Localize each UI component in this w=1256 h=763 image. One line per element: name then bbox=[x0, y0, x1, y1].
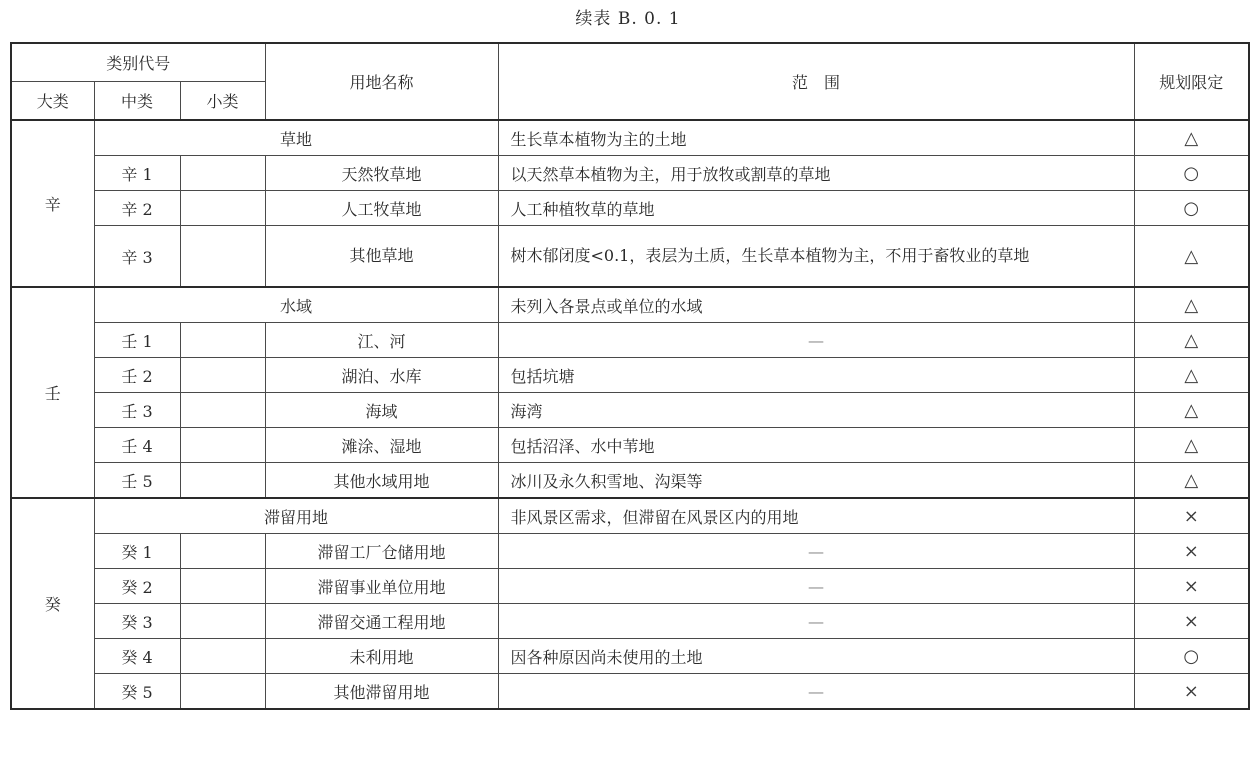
planning-limit-mark: △ bbox=[1134, 323, 1249, 358]
minor-category-code bbox=[180, 323, 265, 358]
table-row bbox=[11, 191, 1249, 226]
planning-limit-mark: ○ bbox=[1134, 191, 1249, 226]
header-major: 大类 bbox=[11, 82, 94, 121]
medium-category-code: 癸 2 bbox=[94, 569, 180, 604]
table-row bbox=[11, 428, 1249, 463]
header-minor: 小类 bbox=[180, 82, 265, 121]
land-use-classification-table bbox=[10, 42, 1250, 710]
minor-category-code bbox=[180, 569, 265, 604]
planning-limit-mark: △ bbox=[1134, 358, 1249, 393]
land-use-name: 湖泊、水库 bbox=[265, 358, 498, 393]
header-medium: 中类 bbox=[94, 82, 180, 121]
group-scope: 非风景区需求，但滞留在风景区内的用地 bbox=[498, 498, 1134, 534]
land-use-name: 滞留工厂仓储用地 bbox=[265, 534, 498, 569]
minor-category-code bbox=[180, 156, 265, 191]
header-scope: 范 围 bbox=[498, 43, 1134, 120]
land-use-name: 天然牧草地 bbox=[265, 156, 498, 191]
medium-category-code: 辛 1 bbox=[94, 156, 180, 191]
land-use-name: 其他水域用地 bbox=[265, 463, 498, 499]
medium-category-code: 癸 4 bbox=[94, 639, 180, 674]
major-category-code: 癸 bbox=[11, 498, 94, 709]
group-header-row bbox=[11, 287, 1249, 323]
planning-limit-mark: × bbox=[1134, 569, 1249, 604]
land-use-name: 江、河 bbox=[265, 323, 498, 358]
land-use-scope: 人工种植牧草的草地 bbox=[498, 191, 1134, 226]
group-scope: 生长草本植物为主的土地 bbox=[498, 120, 1134, 156]
land-use-scope: 因各种原因尚未使用的土地 bbox=[498, 639, 1134, 674]
planning-limit-mark: △ bbox=[1134, 287, 1249, 323]
land-use-scope: — bbox=[498, 323, 1134, 358]
planning-limit-mark: △ bbox=[1134, 428, 1249, 463]
land-use-scope: 树木郁闭度<0.1，表层为土质，生长草本植物为主，不用于畜牧业的草地 bbox=[498, 226, 1134, 288]
medium-category-code: 癸 3 bbox=[94, 604, 180, 639]
medium-category-code: 癸 1 bbox=[94, 534, 180, 569]
medium-category-code: 壬 5 bbox=[94, 463, 180, 499]
land-use-name: 人工牧草地 bbox=[265, 191, 498, 226]
planning-limit-mark: △ bbox=[1134, 226, 1249, 288]
minor-category-code bbox=[180, 463, 265, 499]
planning-limit-mark: ○ bbox=[1134, 639, 1249, 674]
major-category-code: 壬 bbox=[11, 287, 94, 498]
land-use-scope: 包括坑塘 bbox=[498, 358, 1134, 393]
minor-category-code bbox=[180, 191, 265, 226]
land-use-scope: — bbox=[498, 674, 1134, 710]
planning-limit-mark: × bbox=[1134, 674, 1249, 710]
table-body bbox=[11, 43, 1249, 709]
land-use-scope: 海湾 bbox=[498, 393, 1134, 428]
planning-limit-mark: ○ bbox=[1134, 156, 1249, 191]
minor-category-code bbox=[180, 393, 265, 428]
table-row bbox=[11, 534, 1249, 569]
medium-category-code: 壬 2 bbox=[94, 358, 180, 393]
land-use-name: 海域 bbox=[265, 393, 498, 428]
major-category-code: 辛 bbox=[11, 120, 94, 287]
planning-limit-mark: × bbox=[1134, 604, 1249, 639]
table-row bbox=[11, 463, 1249, 499]
header-planning-limit: 规划限定 bbox=[1134, 43, 1249, 120]
header-row-1 bbox=[11, 43, 1249, 82]
land-use-name: 未利用地 bbox=[265, 639, 498, 674]
land-use-name: 滞留交通工程用地 bbox=[265, 604, 498, 639]
table-row bbox=[11, 674, 1249, 710]
table-row bbox=[11, 569, 1249, 604]
group-scope: 未列入各景点或单位的水域 bbox=[498, 287, 1134, 323]
minor-category-code bbox=[180, 358, 265, 393]
table-row bbox=[11, 358, 1249, 393]
group-land-name: 草地 bbox=[94, 120, 498, 156]
planning-limit-mark: △ bbox=[1134, 393, 1249, 428]
minor-category-code bbox=[180, 639, 265, 674]
planning-limit-mark: △ bbox=[1134, 463, 1249, 499]
table-row bbox=[11, 639, 1249, 674]
medium-category-code: 壬 4 bbox=[94, 428, 180, 463]
planning-limit-mark: △ bbox=[1134, 120, 1249, 156]
group-header-row bbox=[11, 498, 1249, 534]
medium-category-code: 壬 1 bbox=[94, 323, 180, 358]
medium-category-code: 壬 3 bbox=[94, 393, 180, 428]
table-row bbox=[11, 323, 1249, 358]
group-land-name: 滞留用地 bbox=[94, 498, 498, 534]
minor-category-code bbox=[180, 428, 265, 463]
table-row bbox=[11, 156, 1249, 191]
table-row bbox=[11, 393, 1249, 428]
minor-category-code bbox=[180, 674, 265, 710]
group-header-row bbox=[11, 120, 1249, 156]
land-use-scope: 以天然草本植物为主，用于放牧或割草的草地 bbox=[498, 156, 1134, 191]
land-use-name: 其他滞留用地 bbox=[265, 674, 498, 710]
planning-limit-mark: × bbox=[1134, 498, 1249, 534]
land-use-name: 其他草地 bbox=[265, 226, 498, 288]
land-use-name: 滞留事业单位用地 bbox=[265, 569, 498, 604]
minor-category-code bbox=[180, 534, 265, 569]
land-use-scope: — bbox=[498, 569, 1134, 604]
minor-category-code bbox=[180, 226, 265, 288]
minor-category-code bbox=[180, 604, 265, 639]
medium-category-code: 辛 2 bbox=[94, 191, 180, 226]
table-row bbox=[11, 604, 1249, 639]
land-use-scope: 包括沼泽、水中苇地 bbox=[498, 428, 1134, 463]
medium-category-code: 辛 3 bbox=[94, 226, 180, 288]
header-category-code: 类别代号 bbox=[11, 43, 265, 82]
land-use-name: 滩涂、湿地 bbox=[265, 428, 498, 463]
table-row bbox=[11, 226, 1249, 288]
table-caption: 续表 B. 0. 1 bbox=[575, 9, 681, 29]
medium-category-code: 癸 5 bbox=[94, 674, 180, 710]
group-land-name: 水域 bbox=[94, 287, 498, 323]
land-use-scope: — bbox=[498, 534, 1134, 569]
land-use-scope: 冰川及永久积雪地、沟渠等 bbox=[498, 463, 1134, 499]
header-land-name: 用地名称 bbox=[265, 43, 498, 120]
planning-limit-mark: × bbox=[1134, 534, 1249, 569]
land-use-scope: — bbox=[498, 604, 1134, 639]
